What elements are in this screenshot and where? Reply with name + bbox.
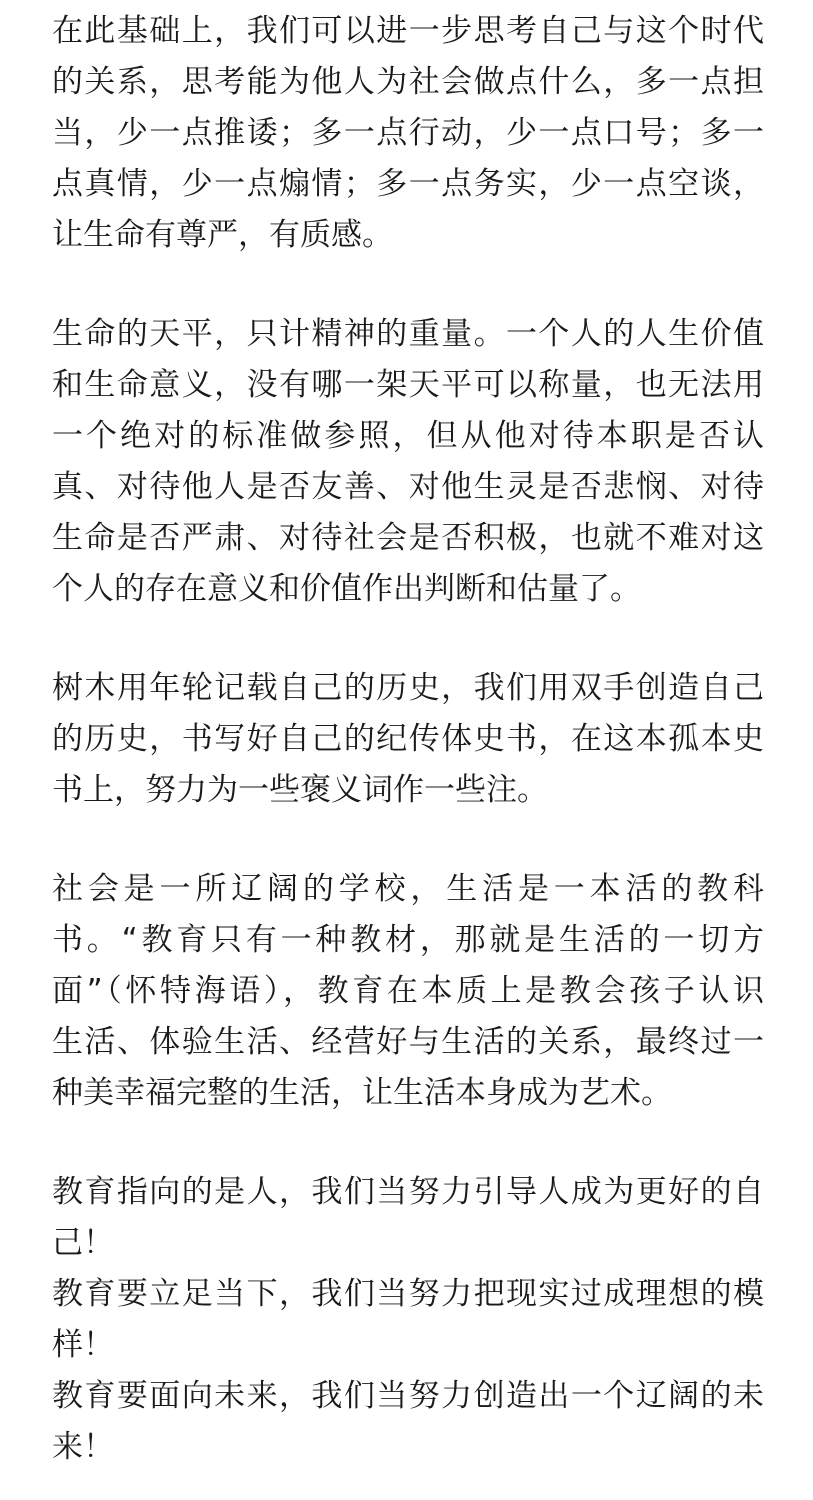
text-line: 生命的天平，只计精神的重量。一个人的人生价值: [52, 316, 764, 352]
text-line: 让生命有尊严，有质感。: [52, 217, 393, 253]
text-line: 面”（怀特海语），教育在本质上是教会孩子认识: [52, 973, 764, 1009]
text-line: 一个绝对的标准做参照，但从他对待本职是否认: [52, 418, 764, 454]
text-line: 真、对待他人是否友善、对他生灵是否悲悯、对待: [52, 469, 764, 505]
paragraph-spacer: [52, 261, 764, 309]
text-line: 生命是否严肃、对待社会是否积极，也就不难对这: [52, 520, 764, 556]
text-line: 的关系，思考能为他人为社会做点什么，多一点担: [52, 64, 764, 100]
text-line: 教育指向的是人，我们当努力引导人成为更好的自: [52, 1174, 764, 1210]
article-body: [52, 6, 764, 1473]
text-line: 和生命意义，没有哪一架天平可以称量，也无法用: [52, 367, 764, 403]
text-line: 书。“教育只有一种教材，那就是生活的一切方: [52, 922, 764, 958]
paragraph: [52, 663, 764, 816]
paragraph: [52, 6, 764, 261]
text-line: 树木用年轮记载自己的历史，我们用双手创造自己: [52, 670, 764, 706]
text-line: 在此基础上，我们可以进一步思考自己与这个时代: [52, 13, 764, 49]
text-line: 种美幸福完整的生活，让生活本身成为艺术。: [52, 1075, 672, 1111]
paragraph-spacer: [52, 615, 764, 663]
text-line: 书上，努力为一些褒义词作一些注。: [52, 772, 548, 808]
text-line: 样！: [52, 1327, 114, 1363]
text-line: 点真情，少一点煽情；多一点务实，少一点空谈，: [52, 166, 764, 202]
paragraph: [52, 309, 764, 615]
paragraph: [52, 1167, 764, 1473]
text-line: 生活、体验生活、经营好与生活的关系，最终过一: [52, 1024, 764, 1060]
paragraph-spacer: [52, 1119, 764, 1167]
paragraph: [52, 864, 764, 1119]
paragraph-spacer: [52, 816, 764, 864]
text-line: 当，少一点推诿；多一点行动，少一点口号；多一: [52, 115, 764, 151]
text-line: 教育要面向未来，我们当努力创造出一个辽阔的未: [52, 1378, 764, 1414]
text-line: 社会是一所辽阔的学校，生活是一本活的教科: [52, 871, 764, 907]
text-line: 己！: [52, 1225, 114, 1261]
text-line: 的历史，书写好自己的纪传体史书，在这本孤本史: [52, 721, 764, 757]
text-line: 来！: [52, 1429, 114, 1465]
text-line: 教育要立足当下，我们当努力把现实过成理想的模: [52, 1276, 764, 1312]
text-line: 个人的存在意义和价值作出判断和估量了。: [52, 571, 641, 607]
